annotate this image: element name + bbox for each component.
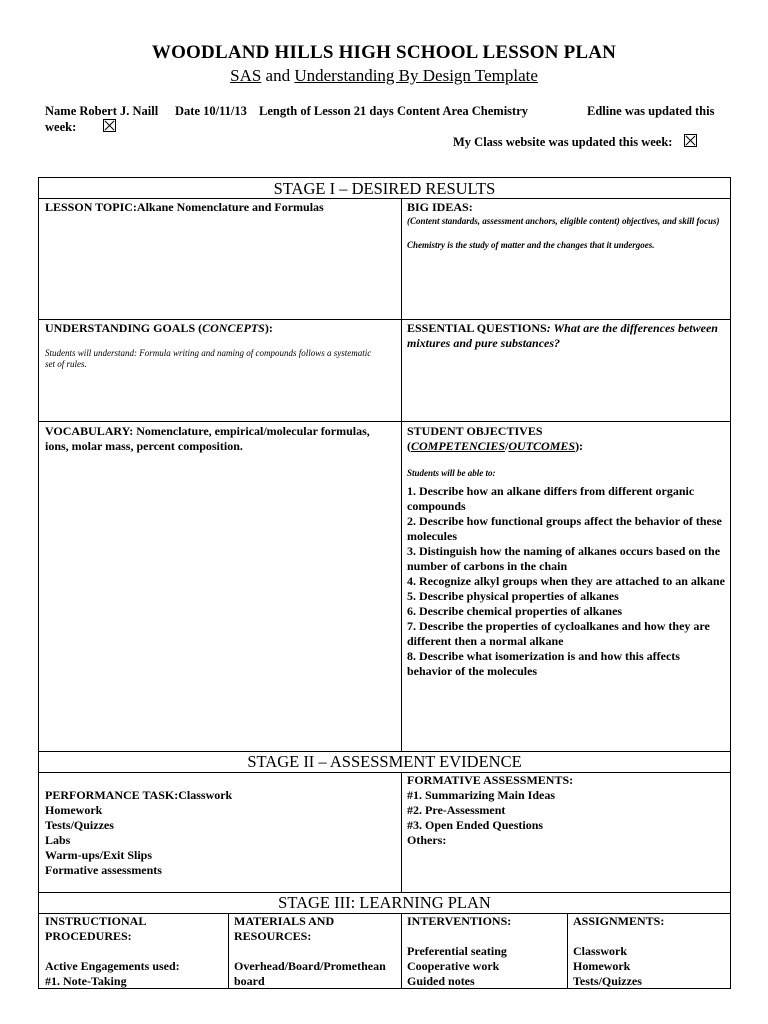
performance-item: Tests/Quizzes <box>45 818 114 832</box>
performance-item: Formative assessments <box>45 863 162 877</box>
col3-line: Preferential seating <box>407 944 507 958</box>
student-objectives <box>407 424 725 679</box>
objectives-intro: Students will be able to: <box>407 468 496 478</box>
objective-item: 7. Describe the properties of cycloalkanes and how they are different then a normal alkane <box>407 619 710 648</box>
formative-item: #1. Summarizing Main Ideas <box>407 788 556 802</box>
stage3-heading: STAGE III: LEARNING PLAN <box>278 893 491 912</box>
essential-questions <box>407 321 725 351</box>
interventions <box>407 914 565 989</box>
edline-week-row <box>45 119 116 135</box>
stage1-heading: STAGE I – DESIRED RESULTS <box>273 179 496 198</box>
big-ideas-text: Chemistry is the study of matter and the changes that it undergoes. <box>407 240 655 250</box>
col1-line: PROCEDURES: <box>45 929 132 943</box>
subtitle-sas: SAS <box>230 66 262 85</box>
spacer <box>234 944 399 959</box>
lesson-topic: LESSON TOPIC:Alkane Nomenclature and Formulas <box>45 200 324 214</box>
formative-assessments <box>407 773 725 848</box>
materials-resources <box>234 914 399 989</box>
divider <box>39 421 730 422</box>
divider <box>401 772 402 892</box>
essential-text: : What are the differences between mixtures and pure substances? <box>407 321 718 350</box>
understanding-label-text: UNDERSTANDING GOALS ( <box>45 321 203 335</box>
col2-line: RESOURCES: <box>234 929 312 943</box>
formative-item: #2. Pre-Assessment <box>407 803 506 817</box>
col3-line: Cooperative work <box>407 959 500 973</box>
col1-line: Active Engagements used: <box>45 959 180 973</box>
class-website-row <box>453 134 697 150</box>
col4-line: Tests/Quizzes <box>573 974 642 988</box>
objectives-sublabel <box>407 439 725 454</box>
col4-line: ASSIGNMENTS: <box>573 914 665 928</box>
objective-item: 4. Recognize alkyl groups when they are attached to an alkane <box>407 574 725 588</box>
objectives-paren-close: ): <box>575 439 584 453</box>
objective-item: 5. Describe physical properties of alkanes <box>407 589 619 603</box>
class-website-checkbox-icon[interactable] <box>684 134 697 147</box>
objectives-paren: ( <box>407 439 411 453</box>
objective-item: 6. Describe chemical properties of alkanes <box>407 604 623 618</box>
divider <box>39 198 730 199</box>
performance-tasks <box>45 788 395 878</box>
document-subtitle <box>0 66 768 86</box>
lesson-date: Date 10/11/13 <box>175 104 247 118</box>
col2-line: board <box>234 974 265 988</box>
col1-line: INSTRUCTIONAL <box>45 914 147 928</box>
spacer <box>407 929 565 944</box>
lesson-length: Length of Lesson 21 days <box>259 104 394 118</box>
formative-item: #3. Open Ended Questions <box>407 818 544 832</box>
performance-item: Homework <box>45 803 103 817</box>
understanding-close: ): <box>264 321 273 335</box>
understanding-goals <box>45 321 395 370</box>
col3-line: Guided notes <box>407 974 475 988</box>
class-website-label: My Class website was updated this week: <box>453 135 673 149</box>
col1-line: #1. Note-Taking <box>45 974 127 988</box>
divider <box>401 198 402 751</box>
col2-line: MATERIALS AND <box>234 914 335 928</box>
stage2-heading: STAGE II – ASSESSMENT EVIDENCE <box>247 752 522 771</box>
edline-updated-label: Edline was updated this <box>587 104 715 118</box>
objective-item: 1. Describe how an alkane differs from different organic compounds <box>407 484 695 513</box>
big-ideas-note: (Content standards, assessment anchors, eligible content) objectives, and skill focus) <box>407 216 720 226</box>
big-ideas <box>407 200 725 251</box>
essential-label: ESSENTIAL QUESTIONS <box>407 321 547 335</box>
objective-item: 8. Describe what isomerization is and how this affects behavior of the molecules <box>407 649 680 678</box>
performance-item: PERFORMANCE TASK:Classwork <box>45 788 233 802</box>
divider <box>401 913 402 989</box>
objectives-outcomes: OUTCOMES <box>508 439 576 453</box>
subtitle-and: and <box>261 66 295 85</box>
divider <box>39 319 730 320</box>
objective-item: 2. Describe how functional groups affect the behavior of these molecules <box>407 514 722 543</box>
understanding-goals-label <box>45 321 395 336</box>
assignments <box>573 914 723 989</box>
document-title: WOODLAND HILLS HIGH SCHOOL LESSON PLAN <box>151 42 617 63</box>
spacer <box>573 929 723 944</box>
lesson-plan-table <box>38 177 731 989</box>
formative-item: Others: <box>407 833 447 847</box>
understanding-text: Students will understand: Formula writing and naming of compounds follows a systematic set of rules. <box>45 348 372 369</box>
formative-item: FORMATIVE ASSESSMENTS: <box>407 773 574 787</box>
col4-line: Homework <box>573 959 631 973</box>
vocabulary: VOCABULARY: Nomenclature, empirical/molecular formulas, ions, molar mass, percent composition. <box>45 424 370 453</box>
objectives-slash: / <box>505 439 509 453</box>
edline-week-label: week: <box>45 120 77 134</box>
col4-line: Classwork <box>573 944 628 958</box>
divider <box>228 913 229 989</box>
edline-checkbox-icon[interactable] <box>103 119 116 132</box>
objective-item: 3. Distinguish how the naming of alkanes occurs based on the number of carbons in the chain <box>407 544 721 573</box>
objectives-competencies: COMPETENCIES <box>411 439 506 453</box>
spacer <box>45 944 225 959</box>
performance-item: Labs <box>45 833 71 847</box>
understanding-concepts: CONCEPTS <box>202 321 265 335</box>
objectives-label: STUDENT OBJECTIVES <box>407 424 543 438</box>
performance-item: Warm-ups/Exit Slips <box>45 848 153 862</box>
big-ideas-label: BIG IDEAS: <box>407 200 473 214</box>
content-area: Content Area Chemistry <box>397 104 528 118</box>
divider <box>567 913 568 989</box>
instructional-procedures <box>45 914 225 989</box>
subtitle-ubd: Understanding By Design Template <box>294 66 538 85</box>
col3-line: INTERVENTIONS: <box>407 914 512 928</box>
col2-line: Overhead/Board/Promethean <box>234 959 386 973</box>
teacher-name: Name Robert J. Naill <box>45 104 159 118</box>
